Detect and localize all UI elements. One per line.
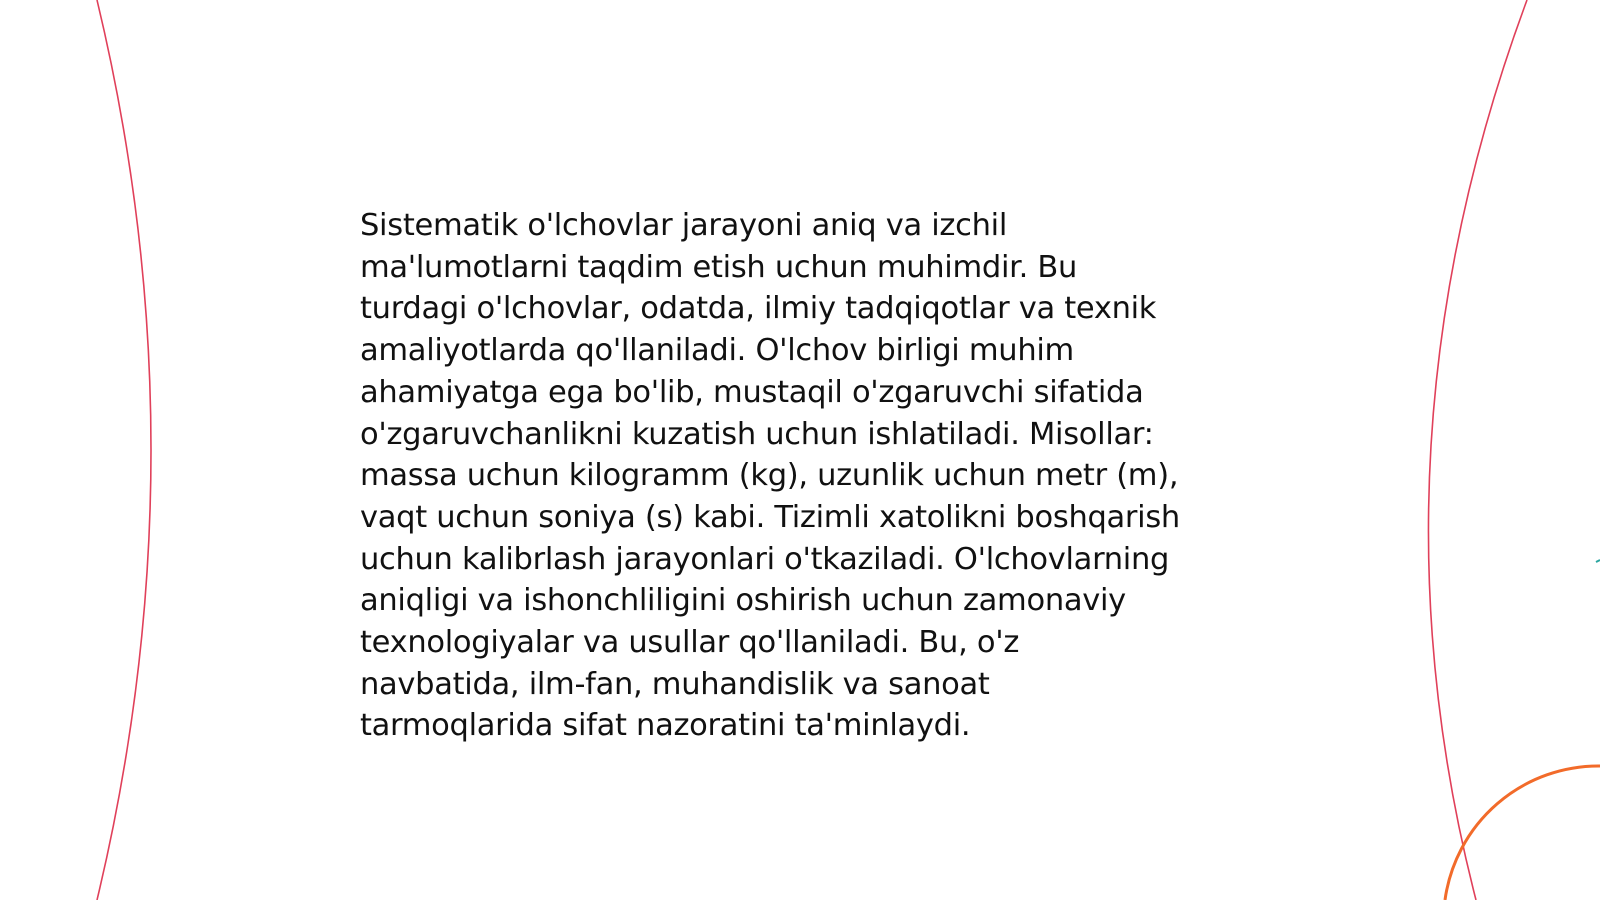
orange-circle-arc <box>1445 766 1600 900</box>
right-arc <box>1428 0 1527 900</box>
left-arc <box>97 0 151 900</box>
teal-mark <box>1596 560 1600 562</box>
slide-body-text: Sistematik o'lchovlar jarayoni aniq va izchil ma'lumotlarni taqdim etish uchun muhimdir. Bu turdagi o'lchovlar, odatda, ilmiy tadqiqotlar va texnik amaliyotlarda qo'llaniladi. O'lchov birligi muhim ahamiyatga ega bo'lib, mustaqil o'zgaruvchi sifatida o'zgaruvchanlikni kuzatish uchun ishlatiladi. Misollar: massa uchun kilogramm (kg), uzunlik uchun metr (m), vaqt uchun soniya (s) kabi. Tizimli xatolikni boshqarish uchun kalibrlash jarayonlari o'tkaziladi. O'lchovlarning aniqligi va ishonchliligini oshirish uchun zamonaviy texnologiyalar va usullar qo'llaniladi. Bu, o'z navbatida, ilm-fan, muhandislik va sanoat tarmoqlarida sifat nazoratini ta'minlaydi. <box>360 208 1180 744</box>
